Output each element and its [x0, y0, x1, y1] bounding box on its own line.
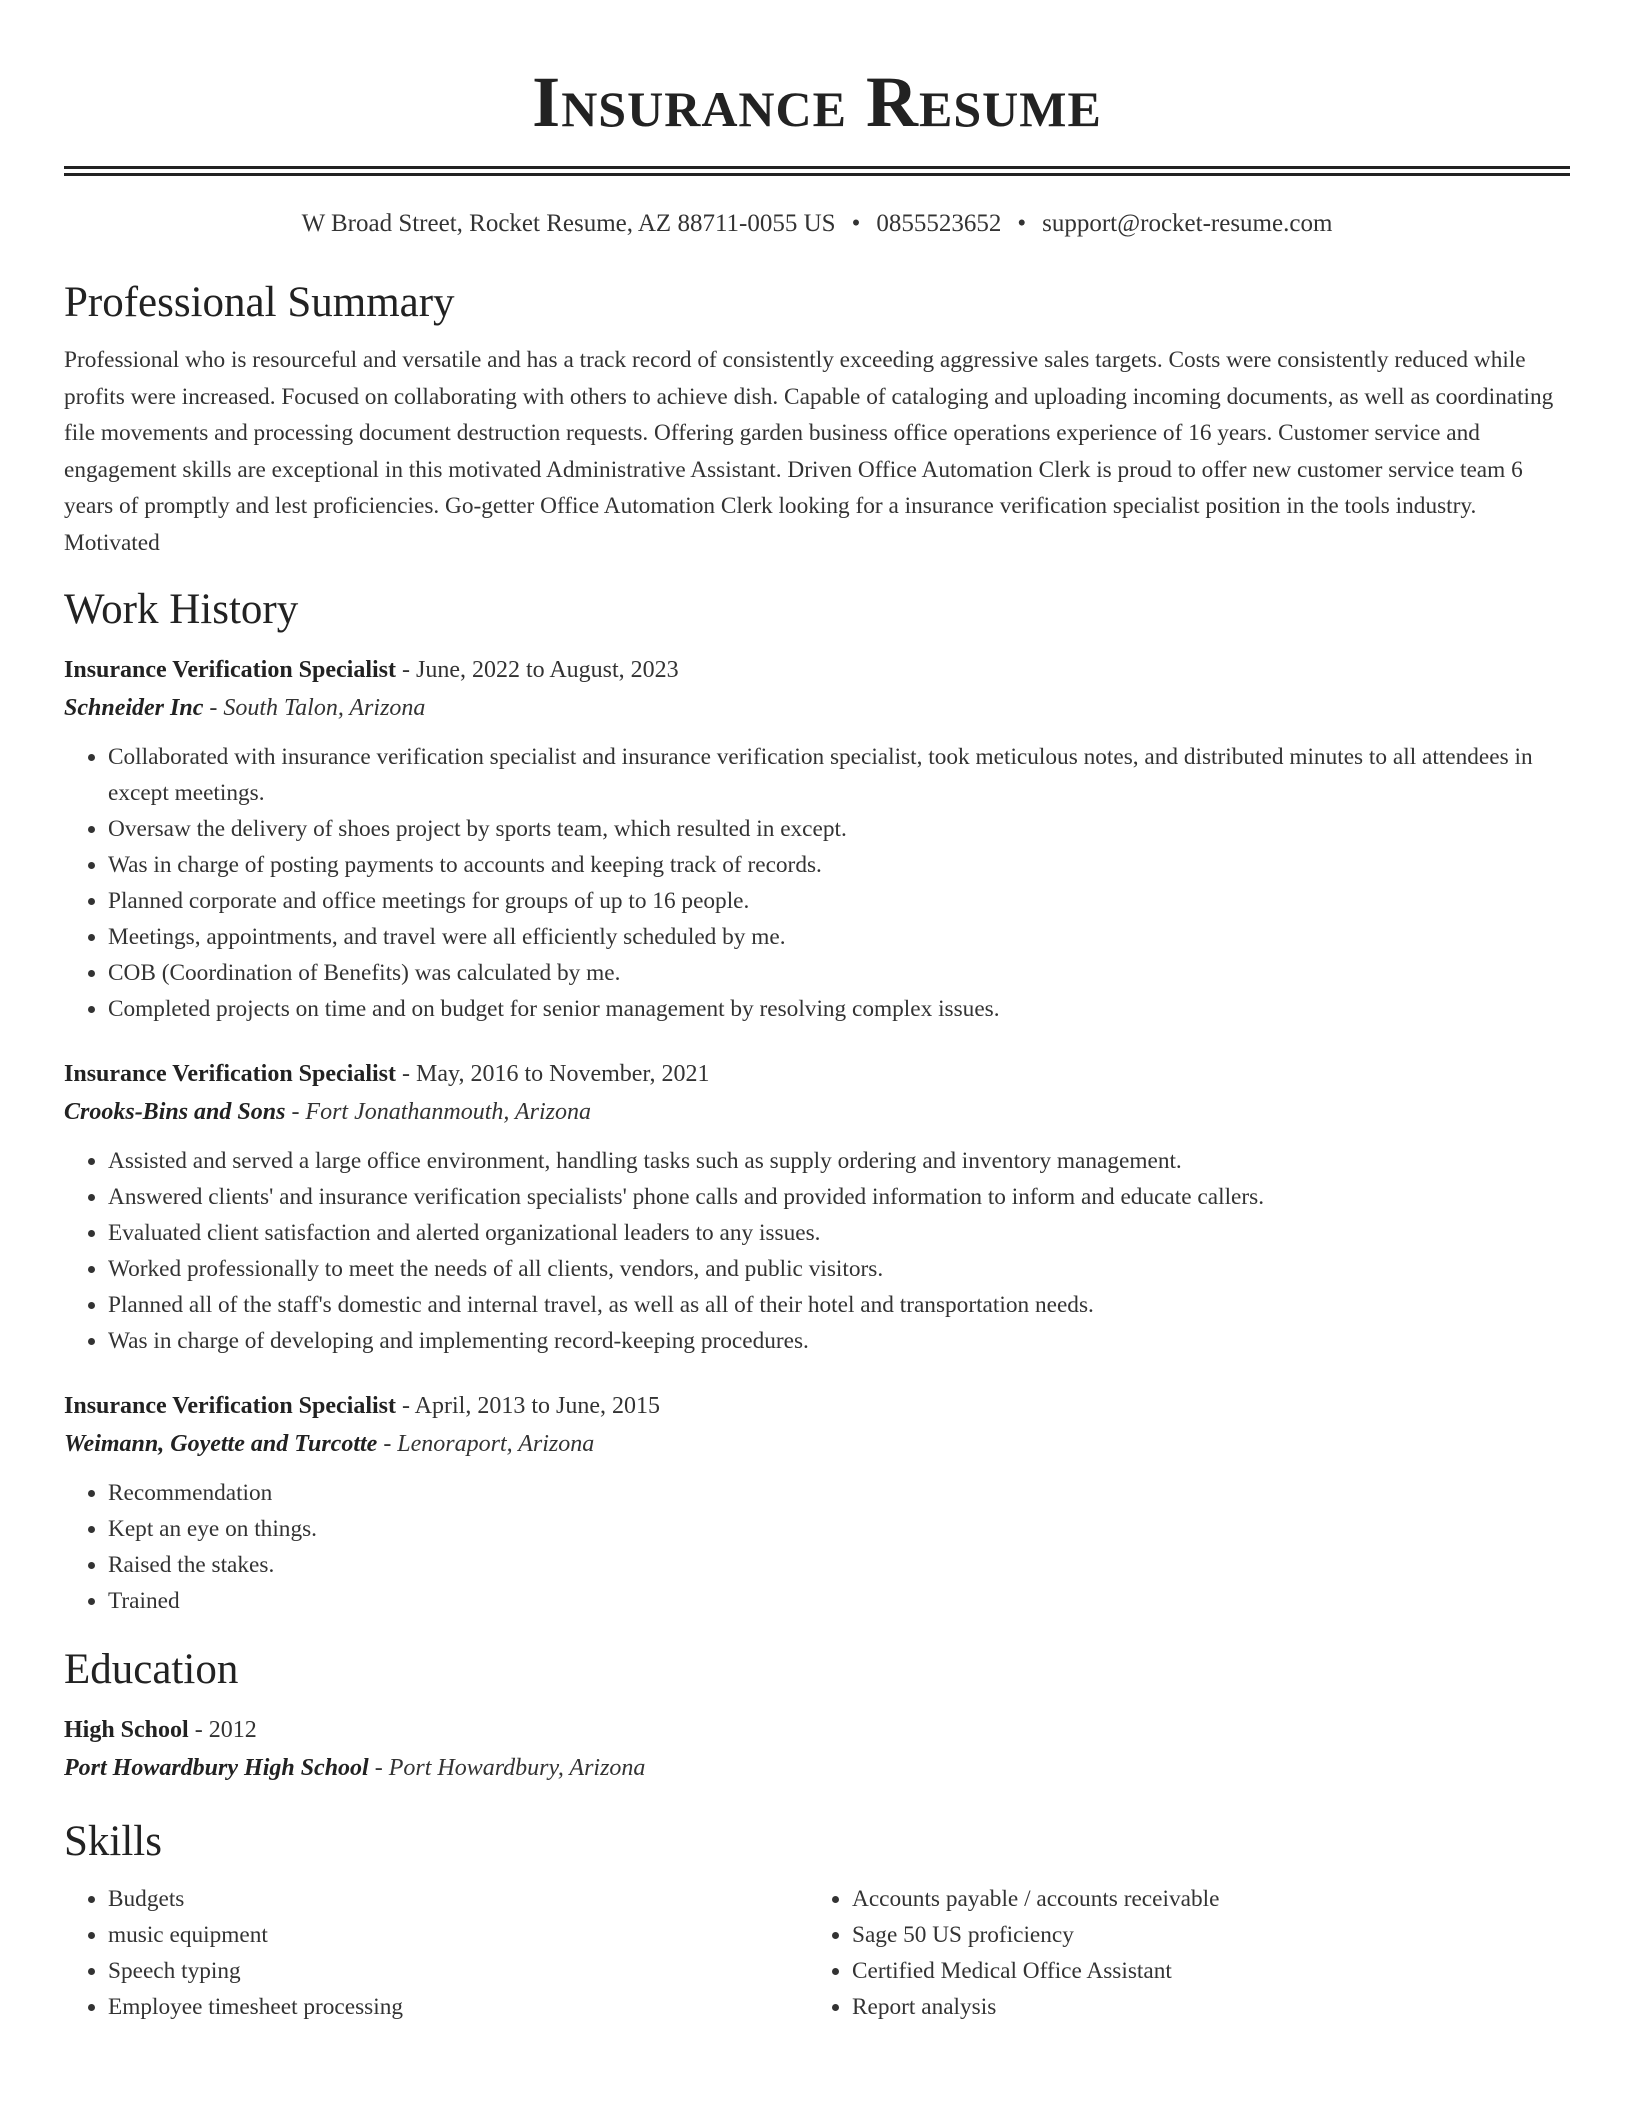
- contact-line: [64, 206, 1570, 242]
- skill-item: • Report analysis: [852, 1989, 1552, 2025]
- job-bullet: • COB (Coordination of Benefits) was calculated by me.: [108, 955, 1570, 991]
- job-bullets: [64, 1475, 1570, 1619]
- skill-item: • Employee timesheet processing: [108, 1989, 808, 2025]
- job-bullet: • Answered clients' and insurance verification specialists' phone calls and provided information to inform and educate callers.: [108, 1179, 1570, 1215]
- resume-page: [64, 0, 1570, 2025]
- job-bullet: • Planned corporate and office meetings for groups of up to 16 people.: [108, 883, 1570, 919]
- job-title: Insurance Verification Specialist: [64, 1061, 397, 1087]
- school-name: Port Howardbury High School: [64, 1755, 369, 1781]
- job-dates: - May, 2016 to November, 2021: [396, 1061, 710, 1087]
- job-bullet: • Meetings, appointments, and travel were all efficiently scheduled by me.: [108, 919, 1570, 955]
- job-bullet: • Trained: [108, 1583, 1570, 1619]
- skill-item: • Budgets: [108, 1881, 808, 1917]
- company-name: Schneider Inc: [64, 695, 204, 721]
- skill-item: • Speech typing: [108, 1953, 808, 1989]
- job-bullet: • Was in charge of posting payments to accounts and keeping track of records.: [108, 847, 1570, 883]
- skills-left-column: [64, 1881, 808, 2025]
- summary-text: Professional who is resourceful and versatile and has a track record of consistently exceeding aggressive sales targets. Costs were consistently reduced while profits were increased. Focused on collaborating with others to achieve dish. Capable of cataloging and uploading incoming documents, as well as coordinating file movements and processing document destruction requests. Offering garden business office operations experience of 16 years. Customer service and engagement skills are exceptional in this motivated Administrative Assistant. Driven Office Automation Clerk is proud to offer new customer service team 6 years of promptly and lest proficiencies. Go-getter Office Automation Clerk looking for a insurance verification specialist position in the tools industry. Motivated: [64, 347, 1554, 556]
- job-dates: - April, 2013 to June, 2015: [396, 1393, 661, 1419]
- degree-line: [64, 1711, 1570, 1749]
- skills-heading: Skills: [64, 1818, 162, 1865]
- skills-right-column: [808, 1881, 1552, 2025]
- job-bullet: • Oversaw the delivery of shoes project by sports team, which resulted in except.: [108, 811, 1570, 847]
- company-line: [64, 1093, 1570, 1131]
- school-location: - Port Howardbury, Arizona: [368, 1755, 646, 1781]
- job-entry: [64, 1387, 1570, 1619]
- job-bullet: • Evaluated client satisfaction and alerted organizational leaders to any issues.: [108, 1215, 1570, 1251]
- company-line: [64, 1425, 1570, 1463]
- job-bullet: • Kept an eye on things.: [108, 1511, 1570, 1547]
- summary-heading: Professional Summary: [64, 279, 455, 326]
- job-title-line: [64, 651, 1570, 689]
- contact-separator: •: [851, 210, 861, 237]
- job-dates: - June, 2022 to August, 2023: [396, 657, 679, 683]
- skill-item: • Sage 50 US proficiency: [852, 1917, 1552, 1953]
- skill-item: • Accounts payable / accounts receivable: [852, 1881, 1552, 1917]
- skill-item: • Certified Medical Office Assistant: [852, 1953, 1552, 1989]
- graduation-year: - 2012: [188, 1717, 257, 1743]
- skills-columns: [64, 1881, 1570, 2025]
- company-location: - Fort Jonathanmouth, Arizona: [285, 1099, 591, 1125]
- contact-phone: 0855523652: [876, 210, 1002, 237]
- education-entry: [64, 1711, 1570, 1787]
- job-entry: [64, 651, 1570, 1027]
- job-bullet: • Collaborated with insurance verification specialist and insurance verification specialist, took meticulous notes, and distributed minutes to all attendees in except meetings.: [108, 739, 1570, 811]
- education-heading: Education: [64, 1646, 239, 1693]
- company-name: Weimann, Goyette and Turcotte: [64, 1431, 378, 1457]
- job-bullets: [64, 1143, 1570, 1359]
- job-bullet: • Worked professionally to meet the needs of all clients, vendors, and public visitors.: [108, 1251, 1570, 1287]
- school-line: [64, 1749, 1570, 1787]
- job-bullet: • Was in charge of developing and implementing record-keeping procedures.: [108, 1323, 1570, 1359]
- contact-email: support@rocket-resume.com: [1042, 210, 1333, 237]
- job-title: Insurance Verification Specialist: [64, 1393, 397, 1419]
- degree: High School: [64, 1717, 189, 1743]
- job-bullets: [64, 739, 1570, 1027]
- skill-item: • music equipment: [108, 1917, 808, 1953]
- job-bullet: • Raised the stakes.: [108, 1547, 1570, 1583]
- contact-separator: •: [1017, 210, 1027, 237]
- job-title-line: [64, 1055, 1570, 1093]
- job-bullet: • Planned all of the staff's domestic and internal travel, as well as all of their hotel and transportation needs.: [108, 1287, 1570, 1323]
- resume-title: Insurance Resume: [532, 62, 1102, 142]
- job-entry: [64, 1055, 1570, 1359]
- work-history-heading: Work History: [64, 586, 299, 633]
- company-location: - Lenoraport, Arizona: [377, 1431, 595, 1457]
- job-bullet: • Assisted and served a large office environment, handling tasks such as supply ordering and inventory management.: [108, 1143, 1570, 1179]
- job-bullet: • Completed projects on time and on budget for senior management by resolving complex issues.: [108, 991, 1570, 1027]
- job-title-line: [64, 1387, 1570, 1425]
- company-line: [64, 689, 1570, 727]
- company-location: - South Talon, Arizona: [203, 695, 426, 721]
- contact-address: W Broad Street, Rocket Resume, AZ 88711-0055 US: [301, 210, 836, 237]
- title-double-rule: [64, 166, 1570, 176]
- job-bullet: • Recommendation: [108, 1475, 1570, 1511]
- job-title: Insurance Verification Specialist: [64, 657, 397, 683]
- company-name: Crooks-Bins and Sons: [64, 1099, 286, 1125]
